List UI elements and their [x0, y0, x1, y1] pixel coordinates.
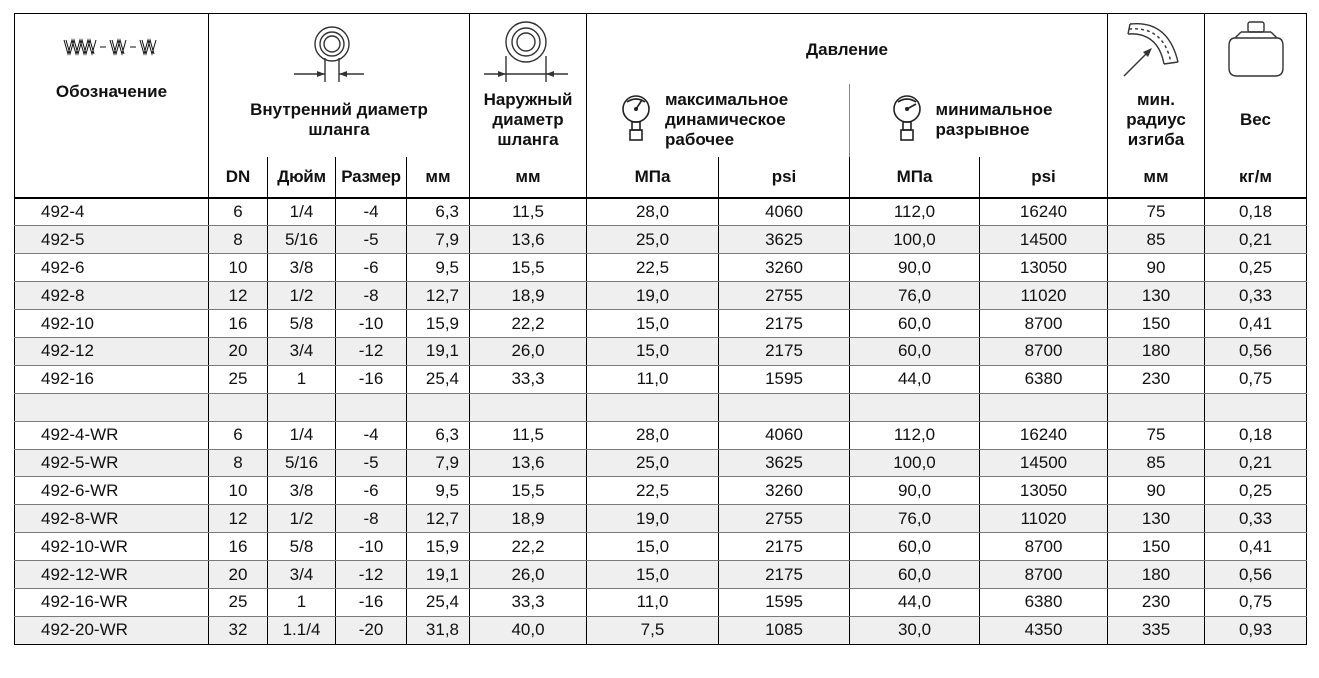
- cell-radius-mm: 335: [1108, 616, 1205, 644]
- table-row: [15, 449, 1307, 477]
- cell-radius-mm: 85: [1108, 449, 1205, 477]
- unit-dn: DN: [209, 157, 268, 198]
- cell-outer-mm: 18,9: [470, 282, 587, 310]
- cell-outer-mm: 26,0: [470, 561, 587, 589]
- cell-working-mpa: 28,0: [587, 198, 719, 226]
- cell-inner-mm: 12,7: [407, 505, 470, 533]
- cell-size: -8: [336, 505, 407, 533]
- max-working-pressure-label: максимальное динамическое рабочее: [665, 90, 789, 149]
- cell-working-psi: 4060: [719, 421, 850, 449]
- cell-inner-mm: 19,1: [407, 337, 470, 365]
- cell-working-mpa: 15,0: [587, 561, 719, 589]
- unit-psi-burst: psi: [980, 157, 1108, 198]
- cell-inner-mm: 31,8: [407, 616, 470, 644]
- cell-burst-mpa: 100,0: [850, 449, 980, 477]
- cell-designation: 492-16: [15, 365, 209, 393]
- cell-burst-psi: 13050: [980, 254, 1108, 282]
- cell-inch: 1/4: [268, 421, 336, 449]
- cell-inch: 1.1/4: [268, 616, 336, 644]
- designation-code: [15, 36, 208, 58]
- table-row: [15, 282, 1307, 310]
- hose-inner-diameter-icon: [284, 16, 394, 82]
- table-row: [15, 616, 1307, 644]
- pressure-title: Давление: [806, 40, 888, 59]
- table-row: [15, 588, 1307, 616]
- pressure-gauge-burst-icon: [892, 92, 922, 148]
- max-working-pressure-header: [587, 84, 850, 157]
- cell-size: -16: [336, 365, 407, 393]
- cell-outer-mm: 11,5: [470, 198, 587, 226]
- cell-dn: 25: [209, 365, 268, 393]
- cell-weight-kg-m: 0,93: [1205, 616, 1307, 644]
- table-row: [15, 561, 1307, 589]
- weight-icon: [1221, 16, 1291, 82]
- cell-designation: 492-4: [15, 198, 209, 226]
- cell-radius-mm: 75: [1108, 198, 1205, 226]
- cell-radius-mm: 90: [1108, 477, 1205, 505]
- cell-burst-psi: 8700: [980, 337, 1108, 365]
- cell-outer-mm: 33,3: [470, 588, 587, 616]
- cell-outer-mm: 26,0: [470, 337, 587, 365]
- cell-working-psi: 4060: [719, 198, 850, 226]
- cell-inner-mm: 25,4: [407, 588, 470, 616]
- table-row: [15, 533, 1307, 561]
- cell-dn: 16: [209, 310, 268, 338]
- cell-designation: [15, 393, 209, 421]
- cell-weight-kg-m: 0,41: [1205, 533, 1307, 561]
- cell-size: -16: [336, 588, 407, 616]
- cell-outer-mm: 11,5: [470, 421, 587, 449]
- table-row-spacer: [15, 393, 1307, 421]
- cell-working-mpa: 25,0: [587, 226, 719, 254]
- cell-dn: 12: [209, 505, 268, 533]
- cell-working-mpa: 15,0: [587, 310, 719, 338]
- cell-burst-psi: 14500: [980, 226, 1108, 254]
- cell-working-psi: 3625: [719, 226, 850, 254]
- cell-radius-mm: 230: [1108, 365, 1205, 393]
- cell-burst-psi: 16240: [980, 421, 1108, 449]
- cell-burst-mpa: 30,0: [850, 616, 980, 644]
- cell-radius-mm: 75: [1108, 421, 1205, 449]
- cell-size: [336, 393, 407, 421]
- outer-diameter-title: Наружный диаметр шланга: [470, 84, 587, 157]
- cell-dn: 20: [209, 561, 268, 589]
- cell-dn: 25: [209, 588, 268, 616]
- cell-designation: 492-8: [15, 282, 209, 310]
- cell-burst-mpa: 60,0: [850, 337, 980, 365]
- cell-outer-mm: 22,2: [470, 310, 587, 338]
- hose-outer-diameter-icon: [480, 16, 576, 82]
- cell-working-mpa: 11,0: [587, 365, 719, 393]
- cell-burst-psi: 8700: [980, 561, 1108, 589]
- cell-inch: [268, 393, 336, 421]
- cell-inch: 3/8: [268, 477, 336, 505]
- cell-dn: 8: [209, 226, 268, 254]
- cell-working-psi: 1595: [719, 365, 850, 393]
- cell-weight-kg-m: 0,21: [1205, 449, 1307, 477]
- cell-working-psi: 3260: [719, 477, 850, 505]
- table-row: [15, 254, 1307, 282]
- cell-outer-mm: 33,3: [470, 365, 587, 393]
- table-row: [15, 310, 1307, 338]
- cell-working-mpa: 25,0: [587, 449, 719, 477]
- cell-dn: 20: [209, 337, 268, 365]
- cell-inch: 1: [268, 365, 336, 393]
- cell-radius-mm: 130: [1108, 282, 1205, 310]
- cell-size: -5: [336, 226, 407, 254]
- cell-radius-mm: 130: [1108, 505, 1205, 533]
- cell-weight-kg-m: 0,25: [1205, 477, 1307, 505]
- cell-inner-mm: 12,7: [407, 282, 470, 310]
- cell-outer-mm: 40,0: [470, 616, 587, 644]
- cell-burst-mpa: 90,0: [850, 254, 980, 282]
- cell-dn: 6: [209, 421, 268, 449]
- cell-working-psi: [719, 393, 850, 421]
- cell-burst-mpa: 76,0: [850, 505, 980, 533]
- cell-inch: 5/16: [268, 226, 336, 254]
- cell-burst-psi: 14500: [980, 449, 1108, 477]
- cell-weight-kg-m: [1205, 393, 1307, 421]
- cell-designation: 492-12-WR: [15, 561, 209, 589]
- cell-inner-mm: 9,5: [407, 477, 470, 505]
- cell-weight-kg-m: 0,75: [1205, 588, 1307, 616]
- cell-size: -12: [336, 561, 407, 589]
- cell-designation: 492-6-WR: [15, 477, 209, 505]
- cell-size: -12: [336, 337, 407, 365]
- cell-dn: 6: [209, 198, 268, 226]
- cell-working-mpa: 22,5: [587, 477, 719, 505]
- cell-designation: 492-8-WR: [15, 505, 209, 533]
- unit-mm-inner: мм: [407, 157, 470, 198]
- cell-inch: 5/8: [268, 310, 336, 338]
- cell-burst-mpa: 44,0: [850, 588, 980, 616]
- cell-size: -4: [336, 421, 407, 449]
- cell-designation: 492-4-WR: [15, 421, 209, 449]
- cell-weight-kg-m: 0,56: [1205, 561, 1307, 589]
- cell-burst-psi: 8700: [980, 310, 1108, 338]
- cell-inch: 3/4: [268, 337, 336, 365]
- outer-diameter-icon-cell: [470, 14, 587, 84]
- cell-burst-mpa: 90,0: [850, 477, 980, 505]
- cell-inner-mm: 7,9: [407, 449, 470, 477]
- cell-weight-kg-m: 0,25: [1205, 254, 1307, 282]
- cell-working-psi: 2755: [719, 282, 850, 310]
- table-row: [15, 505, 1307, 533]
- cell-working-psi: 3625: [719, 449, 850, 477]
- designation-header-cell: [15, 14, 209, 157]
- unit-mpa-working: МПа: [587, 157, 719, 198]
- weight-icon-cell: [1205, 14, 1307, 84]
- bend-radius-icon: [1116, 16, 1196, 82]
- cell-inner-mm: [407, 393, 470, 421]
- inner-diameter-title: Внутренний диаметр шланга: [209, 84, 470, 157]
- cell-radius-mm: [1108, 393, 1205, 421]
- cell-inch: 1: [268, 588, 336, 616]
- designation-unit-cell: [15, 157, 209, 198]
- pressure-gauge-icon: [621, 92, 651, 148]
- cell-working-mpa: 7,5: [587, 616, 719, 644]
- table-row: [15, 198, 1307, 226]
- cell-working-psi: 2175: [719, 337, 850, 365]
- cell-designation: 492-5: [15, 226, 209, 254]
- cell-working-psi: 2175: [719, 561, 850, 589]
- cell-size: -20: [336, 616, 407, 644]
- designation-title: Обозначение: [55, 82, 168, 101]
- cell-working-mpa: 28,0: [587, 421, 719, 449]
- cell-working-psi: 1085: [719, 616, 850, 644]
- cell-burst-mpa: 60,0: [850, 533, 980, 561]
- cell-burst-psi: 6380: [980, 588, 1108, 616]
- cell-burst-mpa: 112,0: [850, 198, 980, 226]
- unit-mm-outer: мм: [470, 157, 587, 198]
- table-header: [15, 14, 1307, 198]
- unit-psi-working: psi: [719, 157, 850, 198]
- cell-size: -6: [336, 254, 407, 282]
- cell-dn: 16: [209, 533, 268, 561]
- table-row: [15, 226, 1307, 254]
- cell-designation: 492-16-WR: [15, 588, 209, 616]
- bend-radius-icon-cell: [1108, 14, 1205, 84]
- cell-outer-mm: 13,6: [470, 449, 587, 477]
- cell-burst-psi: 16240: [980, 198, 1108, 226]
- cell-size: -6: [336, 477, 407, 505]
- cell-working-psi: 2175: [719, 310, 850, 338]
- unit-mm-radius: мм: [1108, 157, 1205, 198]
- cell-dn: 12: [209, 282, 268, 310]
- cell-outer-mm: 18,9: [470, 505, 587, 533]
- cell-burst-mpa: 60,0: [850, 310, 980, 338]
- cell-burst-psi: 8700: [980, 533, 1108, 561]
- cell-working-mpa: [587, 393, 719, 421]
- cell-radius-mm: 150: [1108, 310, 1205, 338]
- cell-burst-mpa: [850, 393, 980, 421]
- cell-radius-mm: 180: [1108, 561, 1205, 589]
- unit-size: Размер: [336, 157, 407, 198]
- hose-spec-table-sheet: [14, 13, 1306, 664]
- cell-working-psi: 2175: [719, 533, 850, 561]
- cell-burst-psi: 6380: [980, 365, 1108, 393]
- cell-inch: 3/8: [268, 254, 336, 282]
- cell-inner-mm: 25,4: [407, 365, 470, 393]
- cell-inner-mm: 6,3: [407, 198, 470, 226]
- cell-inner-mm: 9,5: [407, 254, 470, 282]
- cell-working-mpa: 22,5: [587, 254, 719, 282]
- unit-kg-per-m: кг/м: [1205, 157, 1307, 198]
- cell-designation: 492-10: [15, 310, 209, 338]
- cell-radius-mm: 180: [1108, 337, 1205, 365]
- table-row: [15, 365, 1307, 393]
- cell-radius-mm: 230: [1108, 588, 1205, 616]
- cell-weight-kg-m: 0,18: [1205, 421, 1307, 449]
- cell-weight-kg-m: 0,56: [1205, 337, 1307, 365]
- cell-working-psi: 3260: [719, 254, 850, 282]
- hose-spec-table: [14, 13, 1307, 645]
- cell-outer-mm: [470, 393, 587, 421]
- cell-working-mpa: 15,0: [587, 337, 719, 365]
- cell-outer-mm: 15,5: [470, 254, 587, 282]
- weight-title: Вес: [1205, 84, 1307, 157]
- cell-dn: 8: [209, 449, 268, 477]
- min-burst-pressure-label: минимальное разрывное: [935, 100, 1053, 139]
- cell-size: -8: [336, 282, 407, 310]
- cell-burst-mpa: 60,0: [850, 561, 980, 589]
- table-body: [15, 198, 1307, 645]
- cell-designation: 492-10-WR: [15, 533, 209, 561]
- cell-working-mpa: 15,0: [587, 533, 719, 561]
- cell-designation: 492-12: [15, 337, 209, 365]
- unit-inch: Дюйм: [268, 157, 336, 198]
- cell-weight-kg-m: 0,33: [1205, 505, 1307, 533]
- min-burst-pressure-header: [850, 84, 1108, 157]
- cell-dn: 32: [209, 616, 268, 644]
- cell-working-mpa: 19,0: [587, 282, 719, 310]
- cell-size: -5: [336, 449, 407, 477]
- cell-burst-mpa: 112,0: [850, 421, 980, 449]
- cell-inch: 1/4: [268, 198, 336, 226]
- cell-outer-mm: 15,5: [470, 477, 587, 505]
- cell-radius-mm: 150: [1108, 533, 1205, 561]
- cell-inner-mm: 6,3: [407, 421, 470, 449]
- cell-burst-mpa: 100,0: [850, 226, 980, 254]
- cell-inch: 1/2: [268, 505, 336, 533]
- cell-inner-mm: 15,9: [407, 533, 470, 561]
- cell-dn: [209, 393, 268, 421]
- cell-inner-mm: 19,1: [407, 561, 470, 589]
- cell-inch: 1/2: [268, 282, 336, 310]
- cell-weight-kg-m: 0,18: [1205, 198, 1307, 226]
- cell-size: -10: [336, 533, 407, 561]
- cell-size: -10: [336, 310, 407, 338]
- table-row: [15, 477, 1307, 505]
- cell-designation: 492-5-WR: [15, 449, 209, 477]
- cell-radius-mm: 90: [1108, 254, 1205, 282]
- cell-outer-mm: 13,6: [470, 226, 587, 254]
- table-row: [15, 337, 1307, 365]
- cell-weight-kg-m: 0,75: [1205, 365, 1307, 393]
- cell-size: -4: [336, 198, 407, 226]
- cell-burst-psi: 13050: [980, 477, 1108, 505]
- cell-inch: 5/16: [268, 449, 336, 477]
- cell-radius-mm: 85: [1108, 226, 1205, 254]
- cell-weight-kg-m: 0,21: [1205, 226, 1307, 254]
- table-row: [15, 421, 1307, 449]
- cell-inch: 3/4: [268, 561, 336, 589]
- cell-weight-kg-m: 0,33: [1205, 282, 1307, 310]
- pressure-header-cell: [587, 14, 1108, 84]
- inner-diameter-icon-cell: [209, 14, 470, 84]
- cell-dn: 10: [209, 254, 268, 282]
- cell-weight-kg-m: 0,41: [1205, 310, 1307, 338]
- cell-working-psi: 2755: [719, 505, 850, 533]
- cell-burst-mpa: 44,0: [850, 365, 980, 393]
- cell-inner-mm: 15,9: [407, 310, 470, 338]
- cell-burst-psi: [980, 393, 1108, 421]
- cell-designation: 492-20-WR: [15, 616, 209, 644]
- cell-working-mpa: 11,0: [587, 588, 719, 616]
- cell-inch: 5/8: [268, 533, 336, 561]
- cell-burst-psi: 11020: [980, 282, 1108, 310]
- unit-mpa-burst: МПа: [850, 157, 980, 198]
- cell-burst-mpa: 76,0: [850, 282, 980, 310]
- cell-outer-mm: 22,2: [470, 533, 587, 561]
- cell-designation: 492-6: [15, 254, 209, 282]
- cell-working-mpa: 19,0: [587, 505, 719, 533]
- cell-burst-psi: 11020: [980, 505, 1108, 533]
- cell-burst-psi: 4350: [980, 616, 1108, 644]
- spring-coil-icon: [62, 36, 162, 58]
- cell-inner-mm: 7,9: [407, 226, 470, 254]
- cell-working-psi: 1595: [719, 588, 850, 616]
- cell-dn: 10: [209, 477, 268, 505]
- min-radius-title: мин. радиус изгиба: [1108, 84, 1205, 157]
